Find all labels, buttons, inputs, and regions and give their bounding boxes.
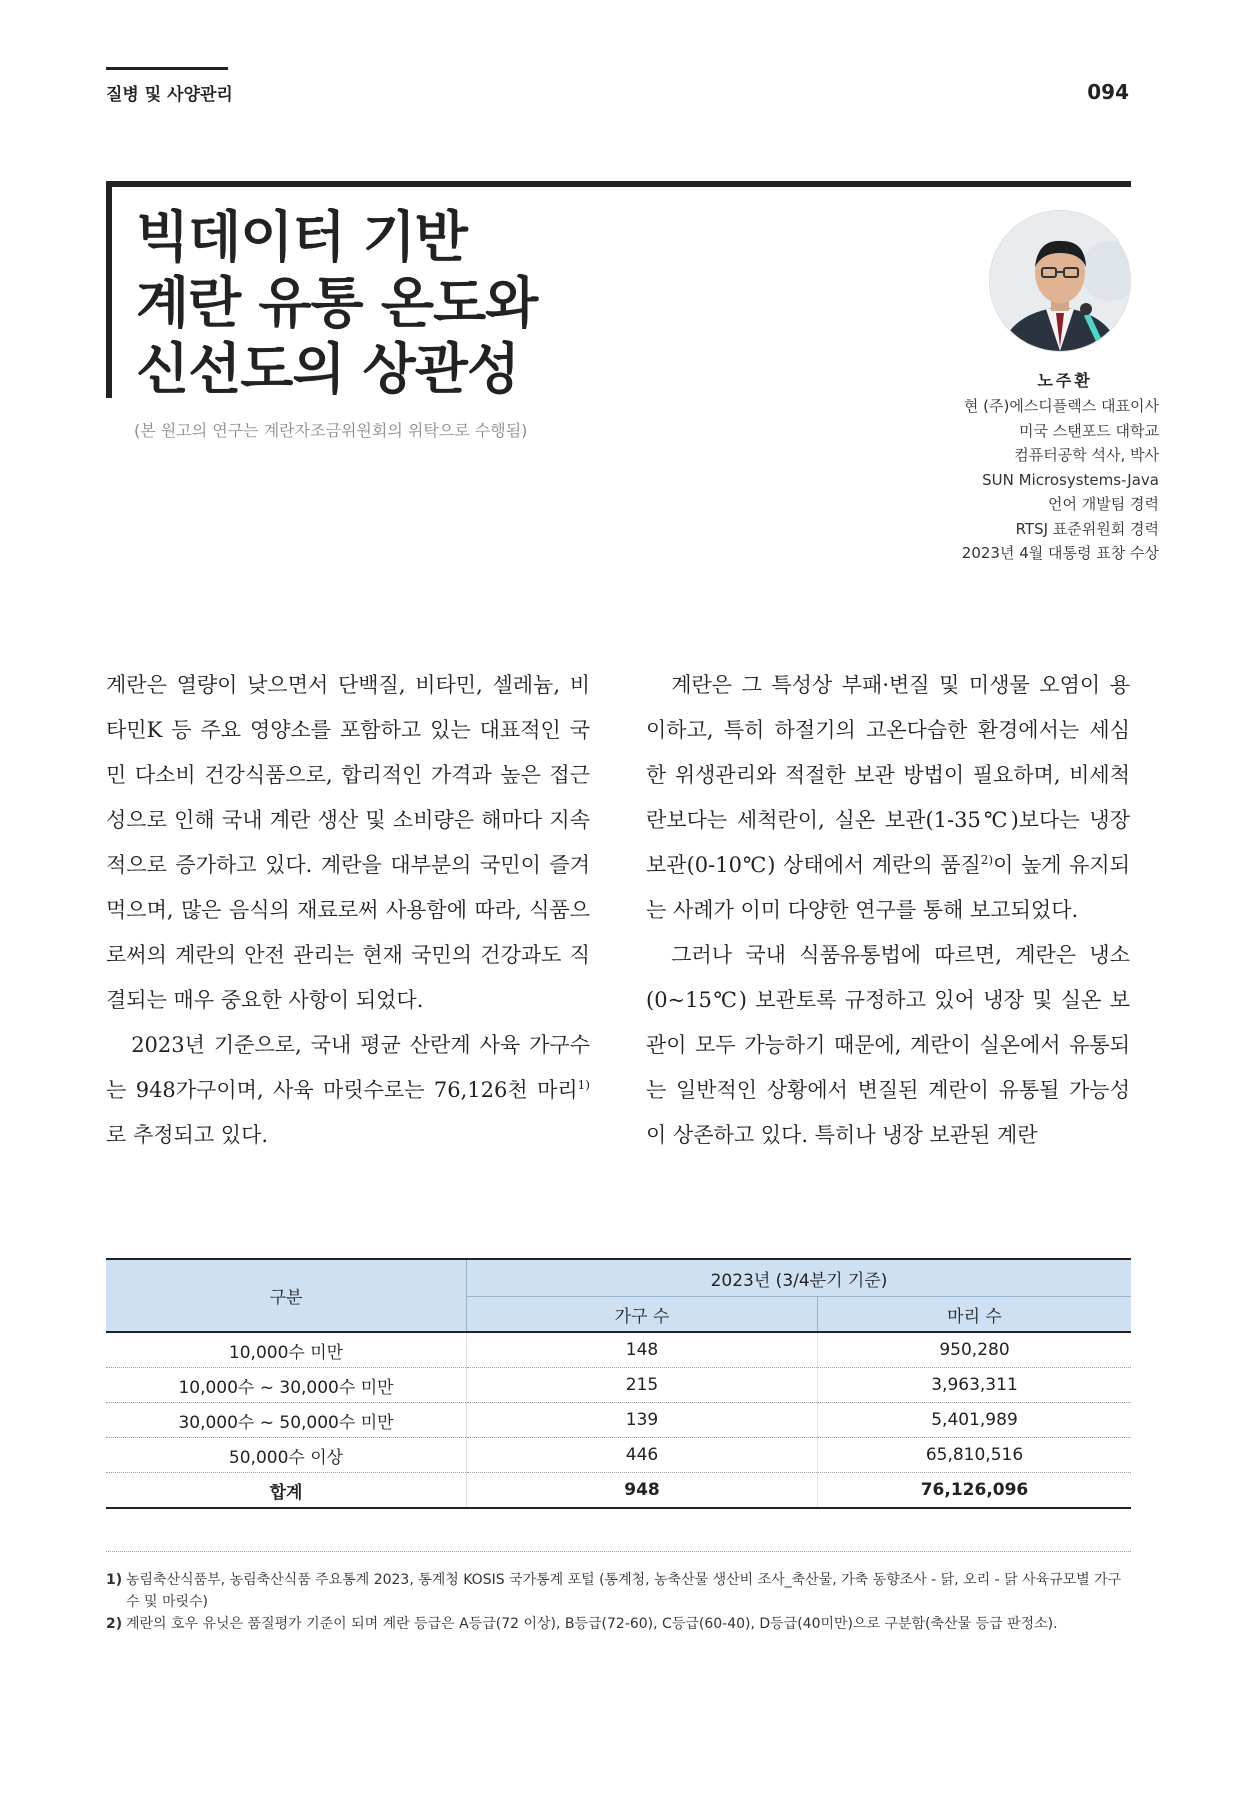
- table-cell-heads: 5,401,989: [818, 1403, 1132, 1438]
- author-portrait: [989, 210, 1131, 352]
- body-paragraph: [646, 663, 1130, 933]
- author-bio-line: RTSJ 표준위원회 경력: [1015, 519, 1159, 538]
- author-bio-line: 현 (주)에스디플렉스 대표이사: [963, 397, 1159, 415]
- table-cell-households: 148: [467, 1332, 818, 1368]
- footnote-ref: 1): [577, 1078, 590, 1092]
- table-cell-heads: 65,810,516: [818, 1438, 1132, 1473]
- author-bio-line: SUN Microsystems-Java: [982, 470, 1159, 489]
- author-photo-image: [990, 211, 1130, 351]
- section-label: 질병 및 사양관리: [106, 85, 233, 105]
- footnote-divider: [106, 1551, 1131, 1552]
- author-bio-line: 미국 스탠포드 대학교: [1019, 421, 1159, 440]
- title-line: 계란 유통 온도와: [136, 271, 538, 335]
- article-title: [136, 204, 537, 402]
- body-column-right: [646, 663, 1130, 1158]
- body-text: 로 추정되고 있다.: [106, 1123, 269, 1147]
- table-cell-category: 10,000수 ~ 30,000수 미만: [106, 1368, 467, 1403]
- table-cell-category: 50,000수 이상: [106, 1438, 467, 1473]
- article-subtitle: (본 원고의 연구는 계란자조금위원회의 위탁으로 수행됨): [134, 421, 528, 440]
- table-total-row: [106, 1473, 1131, 1509]
- table-row: [106, 1368, 1131, 1403]
- table-cell-category: 10,000수 미만: [106, 1332, 467, 1368]
- author-bio: [962, 394, 1159, 566]
- footnote-number: 2): [106, 1616, 123, 1632]
- table-cell-households: 948: [467, 1473, 818, 1509]
- table-cell-heads: 3,963,311: [818, 1368, 1132, 1403]
- table-row: [106, 1403, 1131, 1438]
- footnote: [106, 1569, 1131, 1613]
- table-cell-households: 215: [467, 1368, 818, 1403]
- table-cell-category: 30,000수 ~ 50,000수 미만: [106, 1403, 467, 1438]
- table-cell-heads: 950,280: [818, 1332, 1132, 1368]
- table-cell-heads: 76,126,096: [818, 1473, 1132, 1509]
- body-text: 이 높게 유지되는 사례가 이미 다양한 연구를 통해 보고되었다.: [646, 853, 1130, 922]
- header-rule: [106, 67, 228, 70]
- table-header-heads: 마리 수: [818, 1297, 1132, 1333]
- table-cell-category: 합계: [106, 1473, 467, 1509]
- title-line: 신선도의 상관성: [136, 337, 520, 401]
- author-bio-line: 2023년 4월 대통령 표창 수상: [961, 544, 1159, 562]
- body-paragraph: 그러나 국내 식품유통법에 따르면, 계란은 냉소(0~15℃) 보관토록 규정하고 있어 냉장 및 실온 보관이 모두 가능하기 때문에, 계란이 실온에서 유통되는 일반적인 상황에서 변질된 계란이 유통될 가능성이 상존하고 있다. 특히나 냉장 보관된 계란: [646, 943, 1130, 1147]
- title-left-rule: [106, 181, 112, 398]
- farm-statistics-table: [106, 1258, 1131, 1509]
- table-header-households: 가구 수: [467, 1297, 818, 1333]
- title-line: 빅데이터 기반: [136, 205, 467, 269]
- body-text: 계란은 그 특성상 부패·변질 및 미생물 오염이 용이하고, 특히 하절기의 고온다습한 환경에서는 세심한 위생관리와 적절한 보관 방법이 필요하며, 비세척란보다는 세척란이, 실온 보관(1-35℃)보다는 냉장 보관(0-10℃) 상태에서 계란의 품질: [646, 673, 1130, 877]
- page-number: 094: [1087, 80, 1129, 104]
- table-row: [106, 1438, 1131, 1473]
- table-row: [106, 1332, 1131, 1368]
- footnote-text: 계란의 호우 유닛은 품질평가 기준이 되며 계란 등급은 A등급(72 이상), B등급(72-60), C등급(60-40), D등급(40미만)으로 구분함(축산물 등급 판정소).: [126, 1616, 1058, 1632]
- table-header-group: 2023년 (3/4분기 기준): [467, 1259, 1132, 1297]
- body-text: 2023년 기준으로, 국내 평균 산란계 사육 가구수는 948가구이며, 사육 마릿수로는 76,126천 마리: [106, 1033, 590, 1102]
- table-cell-households: 446: [467, 1438, 818, 1473]
- author-name: 노주환: [1037, 371, 1093, 390]
- footnote-ref: 2): [980, 853, 994, 867]
- author-bio-line: 언어 개발팀 경력: [1048, 495, 1159, 513]
- author-bio-line: 컴퓨터공학 석사, 박사: [1014, 446, 1159, 464]
- footnote-number: 1): [106, 1572, 123, 1588]
- footnote-text: 농림축산식품부, 농림축산식품 주요통계 2023, 통계청 KOSIS 국가통계 포털 (통계청, 농축산물 생산비 조사_축산물, 가축 동향조사 - 닭, 오리 - 닭 사육규모별 가구 수 및 마릿수): [126, 1572, 1122, 1610]
- body-column-left: [106, 663, 590, 1158]
- title-top-rule: [106, 181, 1131, 187]
- body-paragraph: [106, 1023, 590, 1158]
- footnotes: [106, 1569, 1131, 1635]
- footnote: [106, 1613, 1131, 1635]
- table-cell-households: 139: [467, 1403, 818, 1438]
- body-paragraph: 계란은 열량이 낮으면서 단백질, 비타민, 셀레늄, 비타민K 등 주요 영양소를 포함하고 있는 대표적인 국민 다소비 건강식품으로, 합리적인 가격과 높은 접근성으로 인해 국내 계란 생산 및 소비량은 해마다 지속적으로 증가하고 있다. 계란을 대부분의 국민이 즐겨먹으며, 많은 음식의 재료로써 사용함에 따라, 식품으로써의 계란의 안전 관리는 현재 국민의 건강과도 직결되는 매우 중요한 사항이 되었다.: [106, 673, 590, 1012]
- table-header-category: 구분: [106, 1259, 467, 1332]
